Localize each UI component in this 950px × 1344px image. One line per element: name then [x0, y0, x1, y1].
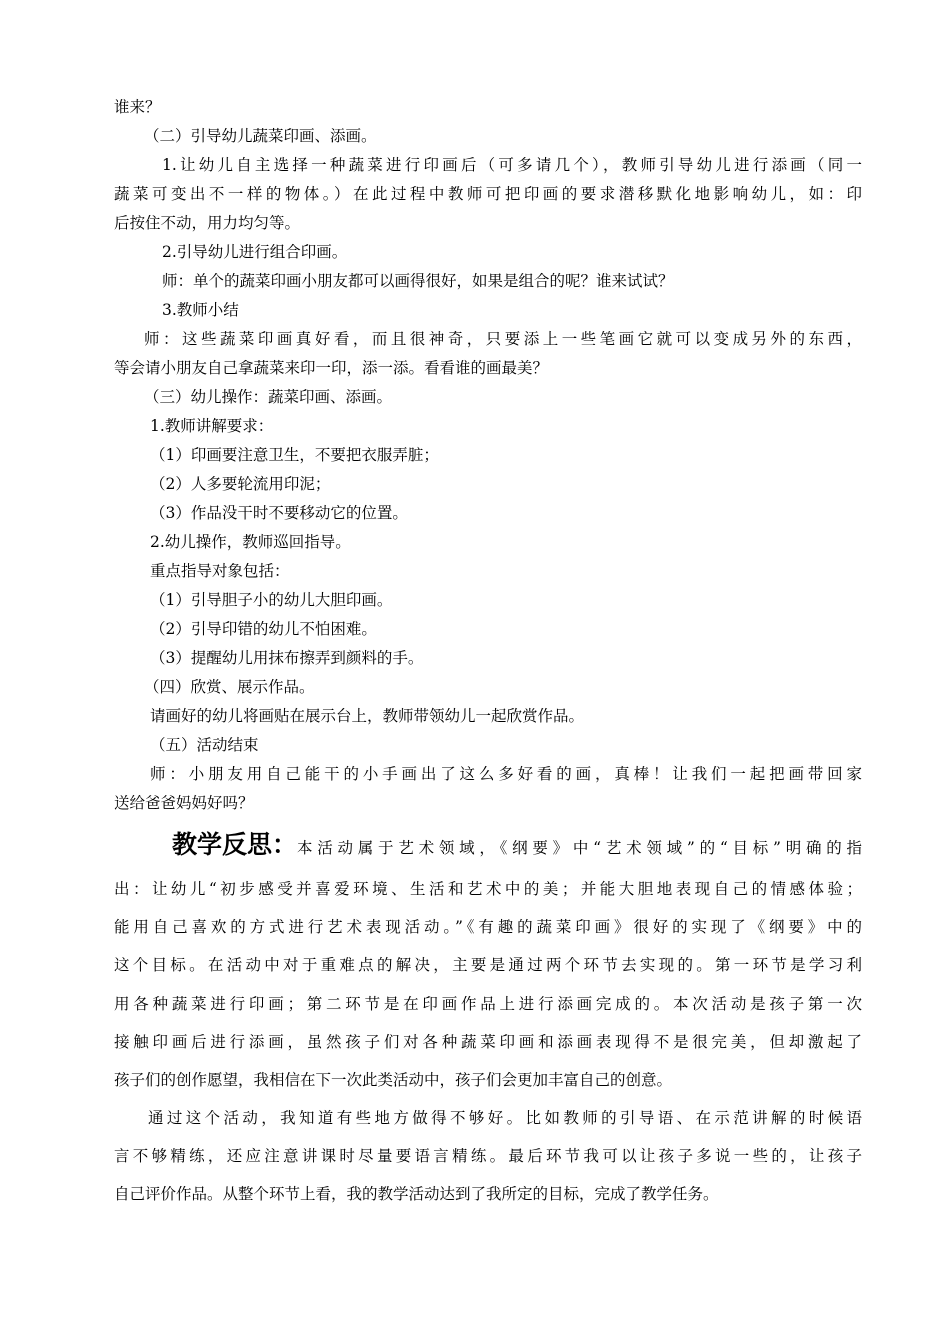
text-line: 自己评价作品。从整个环节上看，我的教学活动达到了我所定的目标，完成了教学任务。	[114, 1185, 719, 1203]
text-line: 后按住不动，用力均匀等。	[114, 214, 301, 232]
text-line: 言不够精练，还应注意讲课时尽量要语言精练。最后环节我可以让孩子多说一些的，让孩子	[114, 1147, 862, 1165]
text-line: 送给爸爸妈妈好吗？	[114, 794, 254, 812]
text-line: 3.教师小结	[162, 301, 239, 319]
text-line: 通过这个活动，我知道有些地方做得不够好。比如教师的引导语、在示范讲解的时候语	[148, 1109, 862, 1127]
text-line: 出：让幼儿“初步感受并喜爱环境、生活和艺术中的美；并能大胆地表现自己的情感体验；	[114, 880, 862, 898]
text-line: 2.引导幼儿进行组合印画。	[162, 243, 348, 261]
text-line: 请画好的幼儿将画贴在展示台上，教师带领幼儿一起欣赏作品。	[150, 707, 585, 725]
list-item: （2）引导印错的幼儿不怕困难。	[150, 620, 377, 638]
reflection-heading: 教学反思：	[172, 830, 298, 859]
list-item: （3）作品没干时不要移动它的位置。	[150, 504, 408, 522]
text-line: 师：这些蔬菜印画真好看，而且很神奇，只要添上一些笔画它就可以变成另外的东西，	[144, 330, 862, 348]
section-heading: （四）欣赏、展示作品。	[144, 678, 315, 696]
text-line: 用各种蔬菜进行印画；第二环节是在印画作品上进行添画完成的。本次活动是孩子第一次	[114, 995, 862, 1013]
text-line: 等会请小朋友自己拿蔬菜来印一印，添一添。看看谁的画最美？	[114, 359, 549, 377]
list-item: （1）印画要注意卫生，不要把衣服弄脏；	[150, 446, 439, 464]
text-line: 谁来？	[114, 98, 161, 116]
text-line: 1.教师讲解要求：	[150, 417, 274, 435]
text-line: 蔬菜可变出不一样的物体。）在此过程中教师可把印画的要求潜移默化地影响幼儿，如：印	[114, 185, 862, 203]
text-line: 师：小朋友用自己能干的小手画出了这么多好看的画，真棒！让我们一起把画带回家	[150, 765, 862, 783]
text-line: 1.让幼儿自主选择一种蔬菜进行印画后（可多请几个），教师引导幼儿进行添画（同一	[162, 156, 862, 174]
text-line: 这个目标。在活动中对于重难点的解决，主要是通过两个环节去实现的。第一环节是学习利	[114, 956, 862, 974]
text-line: 重点指导对象包括：	[150, 562, 290, 580]
text-line: 接触印画后进行添画，虽然孩子们对各种蔬菜印画和添画表现得不是很完美，但却激起了	[114, 1033, 862, 1051]
reflection-first-line	[172, 830, 862, 863]
text-line: 师：单个的蔬菜印画小朋友都可以画得很好，如果是组合的呢？谁来试试？	[162, 272, 674, 290]
text-line: 本活动属于艺术领域，《纲要》中“艺术领域”的“目标”明确的指	[297, 839, 862, 857]
list-item: （2）人多要轮流用印泥；	[150, 475, 331, 493]
list-item: （1）引导胆子小的幼儿大胆印画。	[150, 591, 393, 609]
text-line: 能用自己喜欢的方式进行艺术表现活动。”《有趣的蔬菜印画》很好的实现了《纲要》中的	[114, 918, 862, 936]
text-line: 孩子们的创作愿望，我相信在下一次此类活动中，孩子们会更加丰富自己的创意。	[114, 1071, 673, 1089]
section-heading: （二）引导幼儿蔬菜印画、添画。	[144, 127, 377, 145]
list-item: （3）提醒幼儿用抹布擦弄到颜料的手。	[150, 649, 424, 667]
section-heading: （五）活动结束	[150, 736, 259, 754]
section-heading: （三）幼儿操作：蔬菜印画、添画。	[144, 388, 393, 406]
text-line: 2.幼儿操作，教师巡回指导。	[150, 533, 351, 551]
